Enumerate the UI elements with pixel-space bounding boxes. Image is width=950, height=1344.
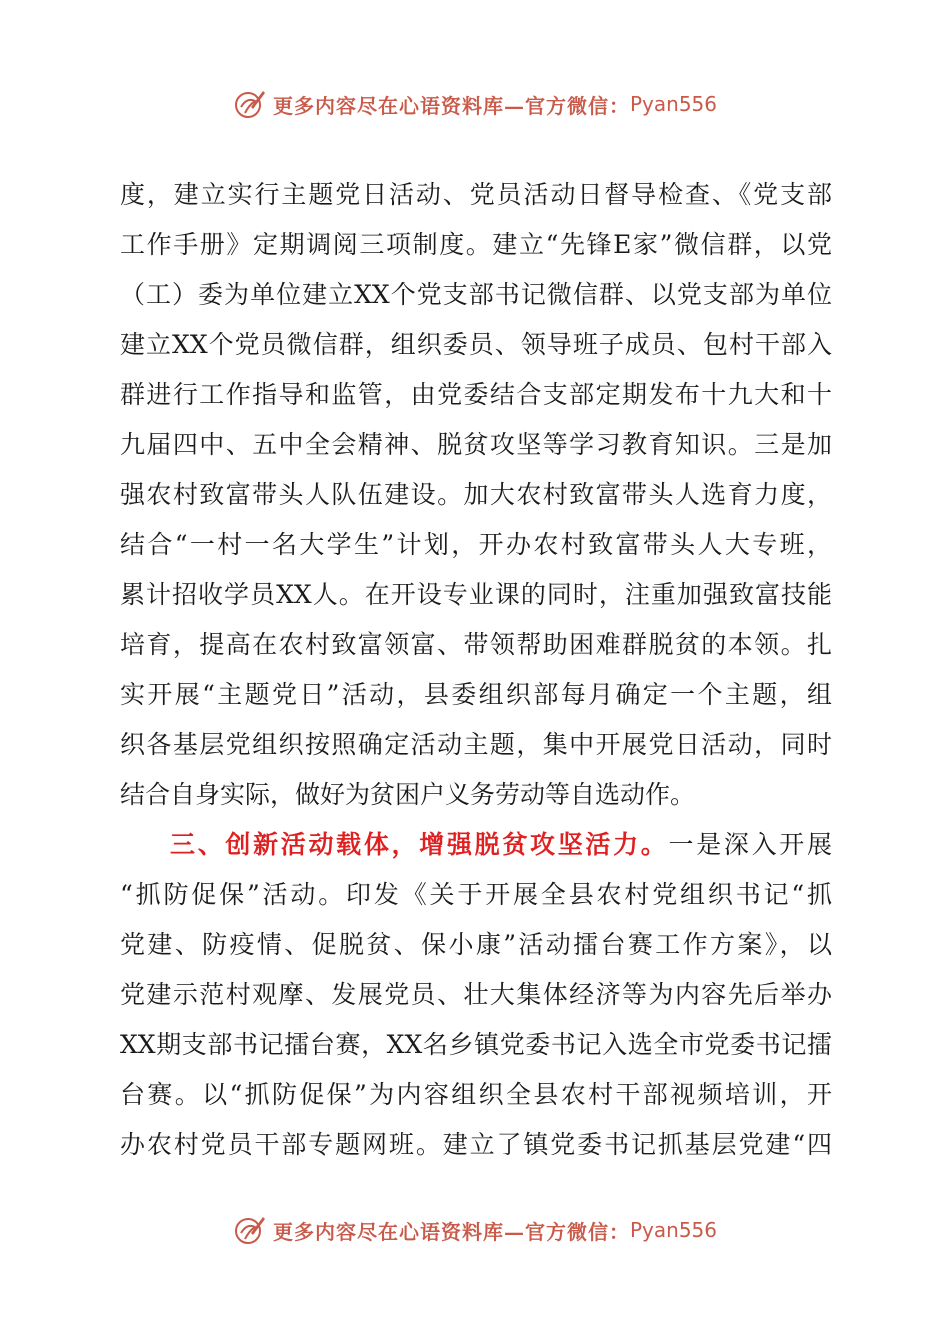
section-first-line-rest: 一是深入开展 — [668, 830, 832, 859]
watermark-brand-text: 更多内容尽在心语资料库—官方微信： — [272, 1219, 630, 1244]
body-line: 党建示范村观摩、发展党员、壮大集体经济等为内容先后举办 — [120, 980, 832, 1009]
body-line: 九届四中、五中全会精神、脱贫攻坚等学习教育知识。三是加 — [120, 430, 832, 459]
body-line: 党建、防疫情、促脱贫、保小康”活动擂台赛工作方案》，以 — [120, 930, 832, 959]
body-line: 培育，提高在农村致富领富、带领帮助困难群脱贫的本领。扎 — [120, 630, 832, 659]
body-line: 实开展“主题党日”活动，县委组织部每月确定一个主题，组 — [120, 680, 832, 709]
body-line: 群进行工作指导和监管，由党委结合支部定期发布十九大和十 — [120, 380, 832, 409]
body-line: 结合自身实际，做好为贫困户义务劳动等自选动作。 — [120, 780, 696, 809]
body-line: 织各基层党组织按照确定活动主题，集中开展党日活动，同时 — [120, 730, 832, 759]
document-body — [120, 170, 832, 1170]
watermark-brand-text: 更多内容尽在心语资料库—官方微信： — [272, 93, 630, 118]
body-line: （工）委为单位建立XX个党支部书记微信群、以党支部为单位 — [120, 280, 832, 309]
body-line: 办农村党员干部专题网班。建立了镇党委书记抓基层党建“四 — [120, 1130, 832, 1159]
body-line: XX期支部书记擂台赛，XX名乡镇党委书记入选全市党委书记擂 — [120, 1030, 832, 1059]
body-line: 累计招收学员XX人。在开设专业课的同时，注重加强致富技能 — [120, 580, 832, 609]
body-line: 强农村致富带头人队伍建设。加大农村致富带头人选育力度， — [120, 480, 832, 509]
watermark-account: Pyan556 — [629, 92, 717, 116]
section-first-line — [120, 820, 832, 870]
body-line: 工作手册》定期调阅三项制度。建立“先锋E家”微信群，以党 — [120, 230, 832, 259]
header-watermark — [0, 84, 950, 124]
watermark-account: Pyan556 — [629, 1218, 717, 1242]
pen-swirl-logo-icon — [233, 1213, 267, 1247]
section-heading: 三、创新活动载体，增强脱贫攻坚活力。 — [170, 830, 669, 859]
body-line: 建立XX个党员微信群，组织委员、领导班子成员、包村干部入 — [120, 330, 832, 359]
body-line: “抓防促保”活动。印发《关于开展全县农村党组织书记“抓 — [120, 880, 832, 909]
pen-swirl-logo-icon — [233, 87, 267, 121]
footer-watermark — [0, 1210, 950, 1250]
body-line: 台赛。以“抓防促保”为内容组织全县农村干部视频培训，开 — [120, 1080, 832, 1109]
body-line: 结合“一村一名大学生”计划，开办农村致富带头人大专班， — [120, 530, 832, 559]
body-line: 度，建立实行主题党日活动、党员活动日督导检查、《党支部 — [120, 180, 832, 209]
